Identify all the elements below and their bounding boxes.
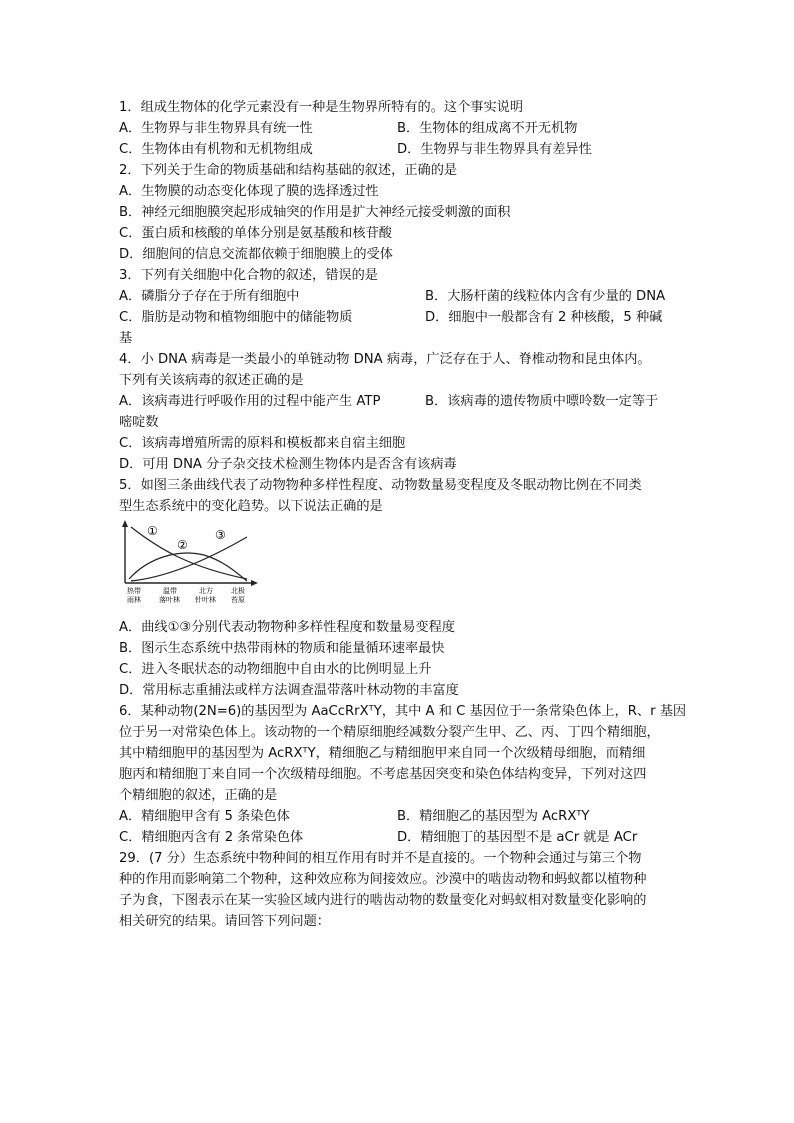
x-label-2-line-2: 落叶林 — [159, 596, 180, 604]
curve-2 — [129, 553, 247, 581]
question-list — [119, 97, 687, 932]
curve-label-2: ② — [177, 538, 188, 552]
q6-stem-line-5: 个精细胞的叙述，正确的是 — [119, 788, 278, 803]
q6-options-row-2 — [119, 827, 679, 848]
q1-option-d[interactable]: D．生物界与非生物界具有差异性 — [397, 142, 592, 157]
q4-option-b[interactable]: B．该病毒的遗传物质中嘌呤数一定等于 — [425, 394, 659, 409]
q4-stem-line-1: 4．小 DNA 病毒是一类最小的单链动物 DNA 病毒，广泛存在于人、脊椎动物和昆虫体内。 — [119, 352, 651, 367]
q4-option-c[interactable]: C．该病毒增殖所需的原料和模板都来自宿主细胞 — [119, 436, 406, 451]
q2-option-b[interactable]: B．神经元细胞膜突起形成轴突的作用是扩大神经元接受刺激的面积 — [119, 205, 511, 220]
curve-label-1: ① — [147, 524, 158, 538]
q3-options-row-2 — [119, 307, 679, 328]
q5-curve-graph — [119, 519, 289, 611]
q29-line-4: 相关研究的结果。请回答下列问题： — [119, 914, 330, 929]
q1-options-row-2 — [119, 139, 679, 160]
curve-label-3: ③ — [215, 528, 226, 542]
q1-options-row-1 — [119, 118, 679, 139]
q4-option-d[interactable]: D．可用 DNA 分子杂交技术检测生物体内是否含有该病毒 — [119, 457, 457, 472]
q2-stem: 2．下列关于生命的物质基础和结构基础的叙述，正确的是 — [119, 163, 458, 178]
q6-option-b[interactable]: B．精细胞乙的基因型为 AcRXᵀY — [397, 809, 590, 824]
x-label-4-line-2: 苔原 — [231, 596, 245, 604]
q5-stem-line-1: 5．如图三条曲线代表了动物物种多样性程度、动物数量易变程度及冬眠动物比例在不同类 — [119, 478, 642, 493]
q6-option-c[interactable]: C．精细胞丙含有 2 条常染色体 — [119, 830, 304, 845]
q1-option-b[interactable]: B．生物体的组成离不开无机物 — [397, 121, 578, 136]
q4-option-b-continued: 嘧啶数 — [119, 415, 159, 430]
q1-option-c[interactable]: C．生物体由有机物和无机物组成 — [119, 142, 313, 157]
q2-option-a[interactable]: A．生物膜的动态变化体现了膜的选择透过性 — [119, 184, 379, 199]
q6-stem-line-2: 位于另一对常染色体上。该动物的一个精原细胞经减数分裂产生甲、乙、丙、丁四个精细胞， — [119, 725, 660, 740]
q29-line-1: 29．(7 分）生态系统中物种间的相互作用有时并不是直接的。一个物种会通过与第三个物 — [119, 851, 642, 866]
q5-option-b[interactable]: B．图示生态系统中热带雨林的物质和能量循环速率最快 — [119, 641, 445, 656]
x-label-3-line-1: 北方 — [199, 587, 213, 595]
q5-graph-svg — [119, 519, 289, 611]
q3-options-row-1 — [119, 286, 679, 307]
q3-option-d-continued: 基 — [119, 331, 133, 346]
q5-option-c[interactable]: C．进入冬眠状态的动物细胞中自由水的比例明显上升 — [119, 662, 432, 677]
x-label-4-line-1: 北极 — [231, 587, 245, 595]
x-label-1-line-1: 热带 — [127, 587, 141, 595]
q5-option-d[interactable]: D．常用标志重捕法或样方法调查温带落叶林动物的丰富度 — [119, 683, 459, 698]
q6-stem-line-3: 其中精细胞甲的基因型为 AcRXᵀY，精细胞乙与精细胞甲来自同一个次级精母细胞，而精细 — [119, 746, 646, 761]
x-label-3-line-2: 针叶林 — [195, 596, 216, 604]
q3-option-a[interactable]: A．磷脂分子存在于所有细胞中 — [119, 289, 300, 304]
x-label-1-line-2: 雨林 — [127, 596, 141, 604]
q3-stem: 3．下列有关细胞中化合物的叙述，错误的是 — [119, 268, 378, 283]
q1-option-a[interactable]: A．生物界与非生物界具有统一性 — [119, 121, 313, 136]
q6-option-a[interactable]: A．精细胞甲含有 5 条染色体 — [119, 809, 290, 824]
q5-stem-line-2: 型生态系统中的变化趋势。以下说法正确的是 — [119, 499, 383, 514]
q6-option-d[interactable]: D．精细胞丁的基因型不是 aCr 就是 ACr — [397, 830, 638, 845]
q2-option-d[interactable]: D．细胞间的信息交流都依赖于细胞膜上的受体 — [119, 247, 393, 262]
y-axis-arrow — [122, 520, 128, 527]
q4-options-row-1 — [119, 391, 679, 412]
q4-option-a[interactable]: A．该病毒进行呼吸作用的过程中能产生 ATP — [119, 394, 381, 409]
q2-option-c[interactable]: C．蛋白质和核酸的单体分别是氨基酸和核苷酸 — [119, 226, 392, 241]
q6-stem-line-4: 胞丙和精细胞丁来自同一个次级精母细胞。不考虑基因突变和染色体结构变异，下列对这四 — [119, 767, 647, 782]
q29-line-2: 种的作用而影响第二个物种，这种效应称为间接效应。沙漠中的啮齿动物和蚂蚁都以植物种 — [119, 872, 647, 887]
q3-option-c[interactable]: C．脂肪是动物和植物细胞中的储能物质 — [119, 310, 353, 325]
x-axis-arrow — [251, 580, 258, 586]
q5-option-a[interactable]: A．曲线①③分别代表动物物种多样性程度和数量易变程度 — [119, 620, 455, 635]
q1-stem: 1．组成生物体的化学元素没有一种是生物界所特有的。这个事实说明 — [119, 100, 524, 115]
q6-stem-line-1: 6．某种动物(2N=6)的基因型为 AaCcRrXᵀY，其中 A 和 C 基因位于一条常染色体上，R、r 基因 — [119, 704, 687, 719]
x-label-2-line-1: 温带 — [163, 587, 177, 595]
q3-option-b[interactable]: B．大肠杆菌的线粒体内含有少量的 DNA — [425, 289, 666, 304]
q3-option-d[interactable]: D．细胞中一般都含有 2 种核酸，5 种碱 — [425, 310, 663, 325]
q29-line-3: 子为食，下图表示在某一实验区域内进行的啮齿动物的数量变化对蚂蚁相对数量变化影响的 — [119, 893, 647, 908]
q4-stem-line-2: 下列有关该病毒的叙述正确的是 — [119, 373, 304, 388]
q6-options-row-1 — [119, 806, 679, 827]
